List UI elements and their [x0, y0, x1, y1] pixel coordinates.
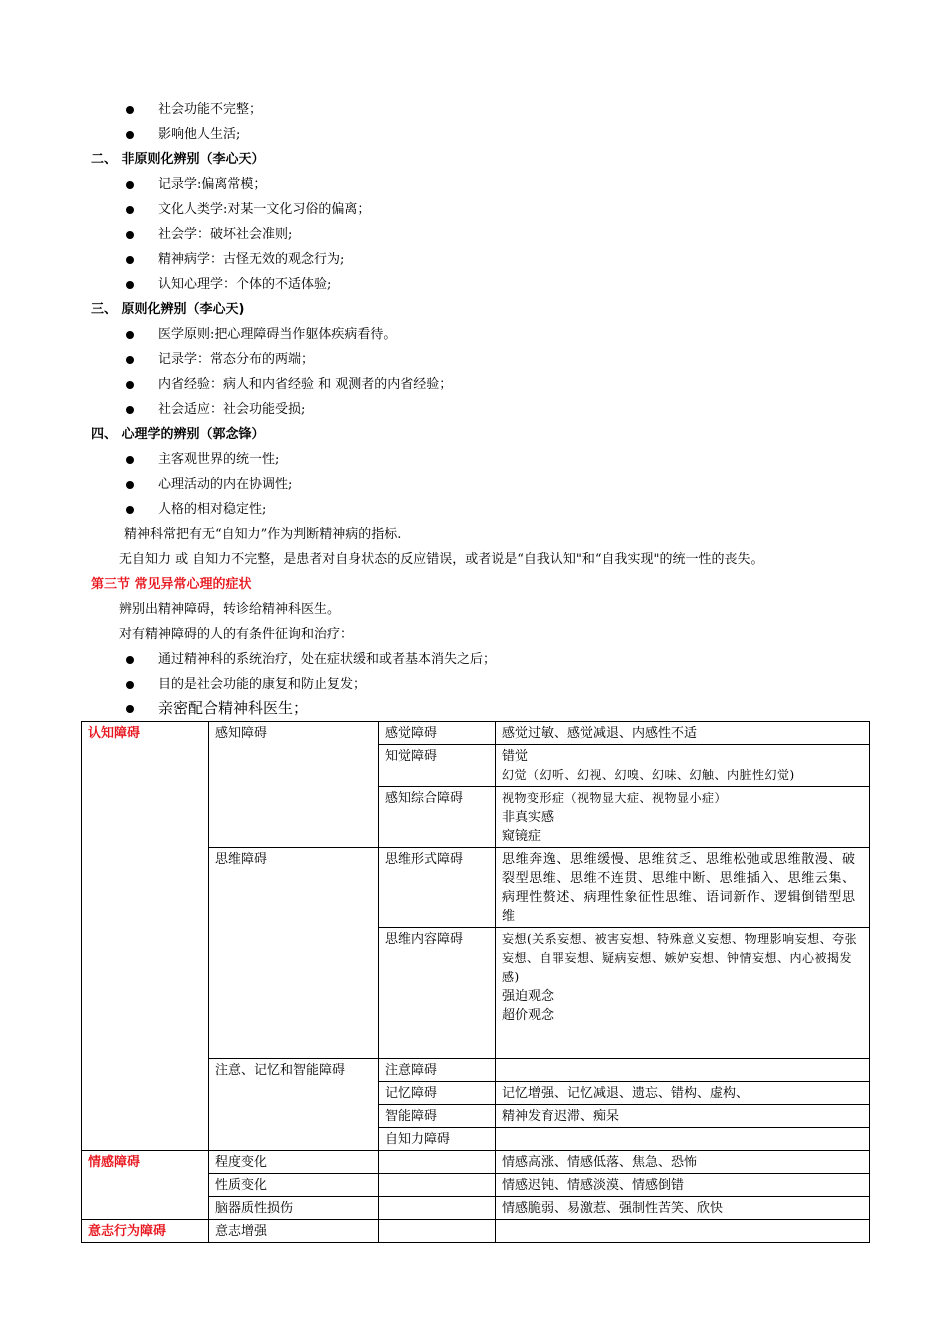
type-cell	[379, 1082, 496, 1105]
table-row	[82, 722, 870, 745]
category-cell	[82, 1174, 209, 1197]
category-label: 认知障碍	[88, 726, 141, 741]
type-cell	[379, 848, 496, 928]
table-row	[82, 928, 870, 1059]
subcategory-cell	[209, 1128, 379, 1151]
bullet-icon	[126, 381, 134, 389]
desc-cell	[496, 1174, 870, 1197]
subcategory-cell	[209, 928, 379, 1059]
bullet-icon	[126, 131, 134, 139]
bullet-icon	[126, 106, 134, 114]
subcategory-label: 思维障碍	[215, 852, 268, 867]
category-cell	[82, 1151, 209, 1174]
list-item: 精神病学：古怪无效的观念行为;	[158, 252, 345, 267]
desc-cell	[496, 848, 870, 928]
bullet-icon	[126, 331, 134, 339]
subcategory-cell	[209, 722, 379, 745]
bullet-icon	[126, 705, 134, 713]
subcategory-cell	[209, 1151, 379, 1174]
subcategory-cell	[209, 1220, 379, 1243]
bullet-icon	[126, 481, 134, 489]
desc-cell	[496, 1082, 870, 1105]
list-item: 主客观世界的统一性;	[158, 452, 280, 467]
section-title: 第三节 常见异常心理的症状	[91, 577, 252, 592]
desc-text: 情感高涨、情感低落、焦急、恐怖	[502, 1155, 698, 1170]
type-cell	[379, 928, 496, 1059]
list-item: 记录学：常态分布的两端；	[158, 352, 315, 367]
desc-cell	[496, 1151, 870, 1174]
desc-cell	[496, 1197, 870, 1220]
type-cell	[379, 1128, 496, 1151]
table-row	[82, 1105, 870, 1128]
type-label: 思维内容障碍	[385, 932, 464, 947]
desc-text: 妄想(关系妄想、被害妄想、特殊意义妄想、物理影响妄想、夸张妄想、自罪妄想、疑病妄想、嫉妒妄想、钟情妄想、内心被揭发感)	[502, 932, 858, 984]
desc-text: 视物变形症（视物显大症、视物显小症）	[502, 791, 728, 805]
list-item: 心理活动的内在协调性;	[158, 477, 293, 492]
desc-text: 记忆增强、记忆减退、遗忘、错构、虚构、	[502, 1086, 750, 1101]
bullet-icon	[126, 681, 134, 689]
desc-cell	[496, 722, 870, 745]
desc-text: 幻觉（幻听、幻视、幻嗅、幻味、幻触、内脏性幻觉)	[502, 768, 795, 782]
category-cell	[82, 1220, 209, 1243]
list-item: 通过精神科的系统治疗，处在症状缓和或者基本消失之后；	[158, 652, 497, 667]
subcategory-cell	[209, 1059, 379, 1082]
type-label: 智能障碍	[385, 1109, 438, 1124]
subcategory-label: 脑器质性损伤	[215, 1201, 294, 1216]
subcategory-label: 性质变化	[215, 1178, 268, 1193]
symptom-table	[81, 721, 870, 1243]
type-cell	[379, 722, 496, 745]
category-cell	[82, 1197, 209, 1220]
subcategory-cell	[209, 745, 379, 787]
bullet-icon	[126, 281, 134, 289]
table-row	[82, 1151, 870, 1174]
list-item: 社会功能不完整；	[158, 102, 263, 117]
subcategory-cell	[209, 1082, 379, 1105]
category-cell	[82, 1105, 209, 1128]
paragraph: 对有精神障碍的人的有条件征询和治疗：	[119, 627, 354, 642]
desc-text: 精神发育迟滞、痴呆	[502, 1109, 620, 1124]
section-heading: 三、 原则化辨别（李心天)	[91, 302, 245, 317]
bullet-icon	[126, 356, 134, 364]
table-row	[82, 1082, 870, 1105]
category-label: 意志行为障碍	[88, 1224, 167, 1239]
type-label: 自知力障碍	[385, 1132, 451, 1147]
table-row	[82, 787, 870, 848]
desc-text: 感觉过敏、感觉减退、内感性不适	[502, 726, 698, 741]
bullet-icon	[126, 456, 134, 464]
desc-text: 强迫观念	[502, 989, 555, 1004]
category-cell	[82, 848, 209, 928]
subcategory-label: 感知障碍	[215, 726, 268, 741]
desc-text: 超价观念	[502, 1008, 555, 1023]
type-label: 思维形式障碍	[385, 852, 464, 867]
category-cell	[82, 928, 209, 1059]
type-label: 感知综合障碍	[385, 791, 464, 806]
section-heading: 二、 非原则化辨别（李心天）	[91, 152, 265, 167]
category-cell	[82, 1128, 209, 1151]
desc-cell	[496, 745, 870, 787]
desc-cell	[496, 1059, 870, 1082]
desc-text: 情感迟钝、情感淡漠、情感倒错	[502, 1178, 685, 1193]
type-cell	[379, 1105, 496, 1128]
table-row	[82, 1197, 870, 1220]
desc-cell	[496, 1128, 870, 1151]
subcategory-cell	[209, 1105, 379, 1128]
subcategory-cell	[209, 787, 379, 848]
type-cell	[379, 1151, 496, 1174]
table-row	[82, 1128, 870, 1151]
bullet-icon	[126, 406, 134, 414]
list-item: 人格的相对稳定性;	[158, 502, 267, 517]
paragraph: 无自知力 或 自知力不完整，是患者对自身状态的反应错误，或者说是“自我认知"和“自我实现"的统一性的丧失。	[119, 552, 764, 567]
type-label: 感觉障碍	[385, 726, 438, 741]
list-item: 目的是社会功能的康复和防止复发；	[158, 677, 367, 692]
desc-cell	[496, 1220, 870, 1243]
list-item: 认知心理学：个体的不适体验;	[158, 277, 332, 292]
list-item: 文化人类学:对某一文化习俗的偏离；	[158, 202, 371, 217]
type-cell	[379, 787, 496, 848]
desc-text: 思维奔逸、思维缓慢、思维贫乏、思维松弛或思维散漫、破裂型思维、思维不连贯、思维中断、思维插入、思维云集、病理性赘述、病理性象征性思维、语词新作、逻辑倒错型思维	[502, 852, 856, 924]
type-cell	[379, 1174, 496, 1197]
type-cell	[379, 1059, 496, 1082]
category-cell	[82, 722, 209, 745]
paragraph: 辨别出精神障碍，转诊给精神科医生。	[119, 602, 341, 617]
list-item: 记录学:偏离常模；	[158, 177, 267, 192]
subcategory-label: 意志增强	[215, 1224, 268, 1239]
section-heading: 四、 心理学的辨别（郭念锋）	[91, 427, 265, 442]
category-cell	[82, 787, 209, 848]
type-label: 记忆障碍	[385, 1086, 438, 1101]
category-cell	[82, 1059, 209, 1082]
bullet-icon	[126, 181, 134, 189]
table-row	[82, 745, 870, 787]
desc-text: 窥镜症	[502, 829, 542, 844]
list-item: 亲密配合精神科医生；	[158, 699, 309, 717]
table-row	[82, 1174, 870, 1197]
subcategory-cell	[209, 1197, 379, 1220]
subcategory-label: 注意、记忆和智能障碍	[215, 1063, 346, 1078]
bullet-icon	[126, 231, 134, 239]
desc-text: 情感脆弱、易激惹、强制性苦笑、欣快	[502, 1201, 724, 1216]
desc-text: 错觉	[502, 749, 529, 764]
table-row	[82, 1220, 870, 1243]
list-item: 社会学：破坏社会准则;	[158, 227, 293, 242]
list-item: 社会适应：社会功能受损;	[158, 402, 306, 417]
type-label: 知觉障碍	[385, 749, 438, 764]
desc-text: 非真实感	[502, 810, 555, 825]
paragraph: 精神科常把有无“自知力”作为判断精神病的指标.	[124, 527, 402, 542]
desc-cell	[496, 1105, 870, 1128]
table-row	[82, 1059, 870, 1082]
bullet-icon	[126, 506, 134, 514]
list-item: 影响他人生活;	[158, 127, 241, 142]
list-item: 医学原则:把心理障碍当作躯体疾病看待。	[158, 327, 397, 342]
category-cell	[82, 745, 209, 787]
bullet-icon	[126, 656, 134, 664]
type-label: 注意障碍	[385, 1063, 438, 1078]
category-label: 情感障碍	[88, 1155, 141, 1170]
subcategory-cell	[209, 848, 379, 928]
list-item: 内省经验：病人和内省经验 和 观测者的内省经验；	[158, 377, 453, 392]
bullet-icon	[126, 256, 134, 264]
category-cell	[82, 1082, 209, 1105]
type-cell	[379, 745, 496, 787]
bullet-icon	[126, 206, 134, 214]
type-cell	[379, 1197, 496, 1220]
subcategory-cell	[209, 1174, 379, 1197]
type-cell	[379, 1220, 496, 1243]
table-row	[82, 848, 870, 928]
subcategory-label: 程度变化	[215, 1155, 268, 1170]
desc-cell	[496, 928, 870, 1059]
desc-cell	[496, 787, 870, 848]
